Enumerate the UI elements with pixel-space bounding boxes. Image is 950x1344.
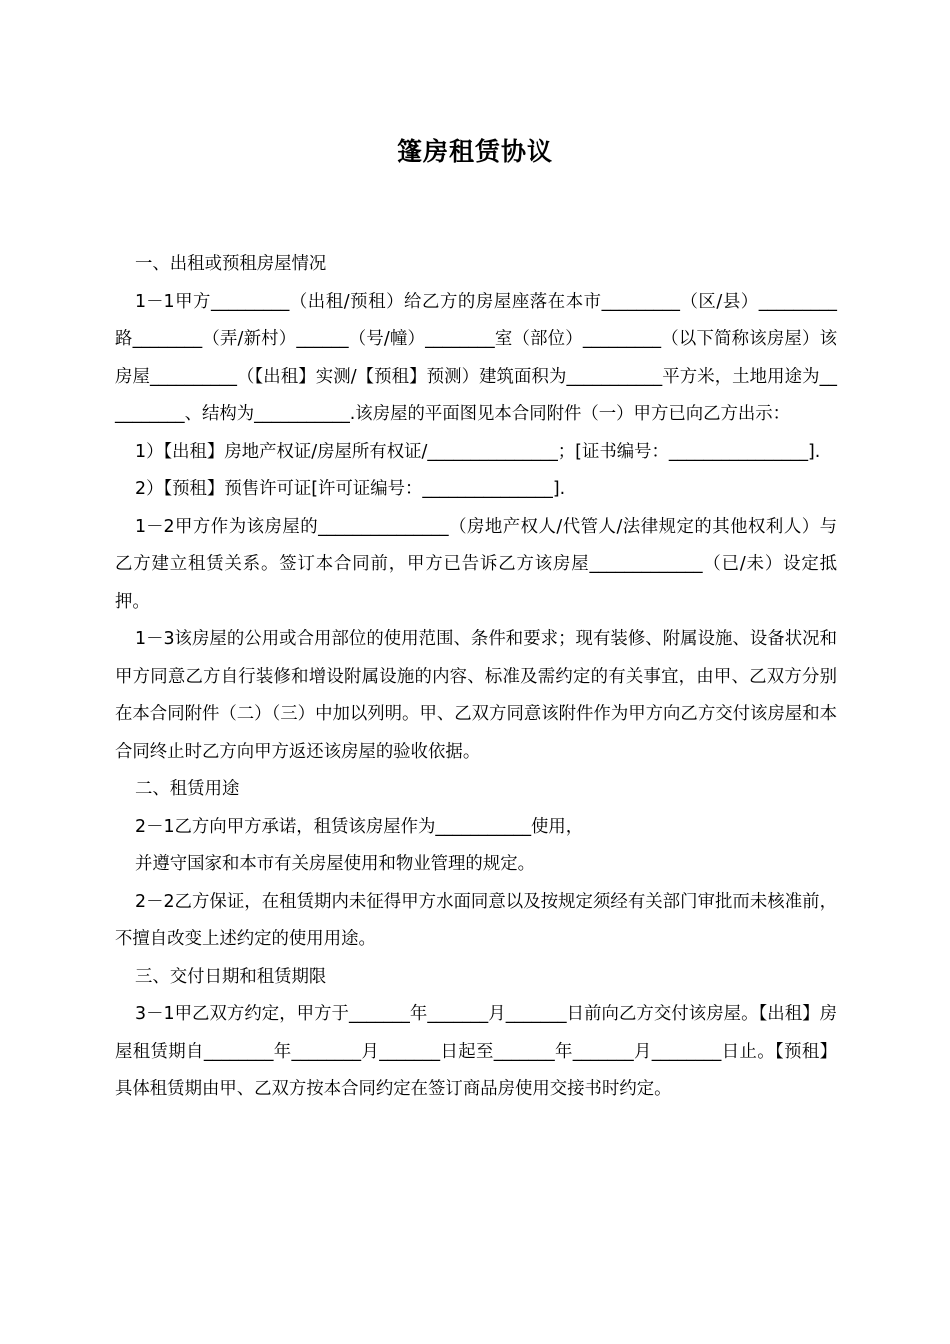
section-heading: 二、租赁用途: [135, 779, 240, 799]
paragraph: 2）【预租】预售许可证[许可证编号：_______________].: [135, 479, 566, 499]
document-title: 篷房租赁协议: [396, 137, 553, 166]
section-heading: 一、出租或预租房屋情况: [135, 254, 327, 274]
paragraph: 1）【出租】房地产权证/房屋所有权证/_______________；[证书编号：________________].: [135, 441, 821, 462]
paragraph: 1－1甲方_________（出租/预租）给乙方的房屋座落在本市_________（区/县）_________路________（弄/新村）______（号/幢）________室（部位）_________（以下简称该房屋）该房屋__________（【出租】实测/【预租】预测）建筑面积为___________平方米，土地用途为__________、结构为___________.该房屋的平面图见本合同附件（一）甲方已向乙方出示：: [115, 291, 837, 424]
paragraph: 2－2乙方保证，在租赁期内未征得甲方水面同意以及按规定须经有关部门审批而未核准前，不擅自改变上述约定的使用用途。: [115, 891, 837, 949]
paragraph: 3－1甲乙双方约定，甲方于_______年_______月_______日前向乙方交付该房屋。【出租】房屋租赁期自________年________月_______日起至_______年_______月________日止。【预租】具体租赁期由甲、乙双方按本合同约定在签订商品房使用交接书时约定。: [115, 1004, 837, 1099]
document-body: [115, 246, 837, 1109]
section-heading: 三、交付日期和租赁期限: [135, 966, 327, 987]
paragraph: 2－1乙方向甲方承诺，租赁该房屋作为___________使用，: [135, 816, 584, 837]
paragraph: 1－2甲方作为该房屋的_______________（房地产权人/代管人/法律规定的其他权利人）与乙方建立租赁关系。签订本合同前，甲方已告诉乙方该房屋_____________（已/未）设定抵押。: [115, 516, 837, 612]
paragraph: 1－3该房屋的公用或合用部位的使用范围、条件和要求；现有装修、附属设施、设备状况和甲方同意乙方自行装修和增设附属设施的内容、标准及需约定的有关事宜，由甲、乙双方分别在本合同附件（二）（三）中加以列明。甲、乙双方同意该附件作为甲方向乙方交付该房屋和本合同终止时乙方向甲方返还该房屋的验收依据。: [115, 629, 837, 762]
paragraph: 并遵守国家和本市有关房屋使用和物业管理的规定。: [135, 854, 535, 874]
